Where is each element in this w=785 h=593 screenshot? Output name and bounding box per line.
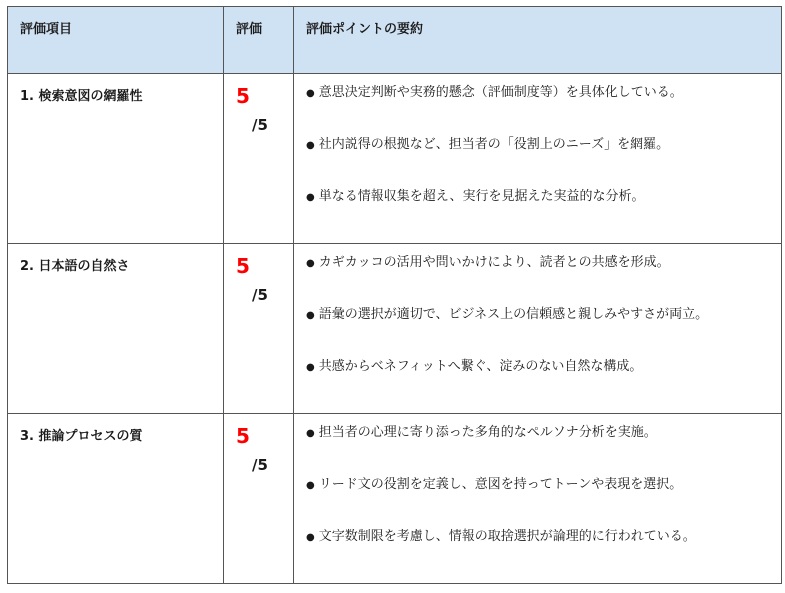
point-text: 意思決定判断や実務的懸念（評価制度等）を具体化している。 [318,85,683,100]
bullet-icon: ● [306,258,315,269]
score-max: /5 [252,286,268,304]
point-text: 語彙の選択が適切で、ビジネス上の信頼感と親しみやすさが両立。 [318,307,709,322]
point-text: 社内説得の根拠など、担当者の「役割上のニーズ」を網羅。 [318,137,670,152]
score-cell [224,244,294,414]
criterion-cell: 2. 日本語の自然さ [8,244,224,414]
summary-cell [294,244,782,414]
summary-cell [294,414,782,584]
header-score: 評価 [224,7,294,74]
table-row [8,244,782,414]
bullet-icon: ● [306,362,315,373]
list-item [306,359,781,411]
score-value: 5 [236,424,250,448]
list-item [306,137,781,189]
list-item [306,85,781,137]
score-cell [224,414,294,584]
list-item [306,425,781,477]
point-text: 文字数制限を考慮し、情報の取捨選択が論理的に行われている。 [318,529,696,544]
score-max: /5 [252,116,268,134]
header-item: 評価項目 [8,7,224,74]
criterion-cell: 3. 推論プロセスの質 [8,414,224,584]
bullet-icon: ● [306,192,315,203]
bullet-icon: ● [306,140,315,151]
point-text: 共感からベネフィットへ繋ぐ、淀みのない自然な構成。 [318,359,643,374]
list-item [306,255,781,307]
header-row [8,7,782,74]
score-value: 5 [236,84,250,108]
score-value: 5 [236,254,250,278]
bullet-icon: ● [306,428,315,439]
evaluation-table [7,6,782,584]
list-item [306,529,781,581]
point-list [306,255,781,411]
list-item [306,307,781,359]
bullet-icon: ● [306,532,315,543]
point-text: カギカッコの活用や問いかけにより、読者との共感を形成。 [318,255,670,270]
point-text: 単なる情報収集を超え、実行を見据えた実益的な分析。 [318,189,645,204]
list-item [306,477,781,529]
point-list [306,425,781,581]
score-cell [224,74,294,244]
table-row [8,74,782,244]
bullet-icon: ● [306,310,315,321]
bullet-icon: ● [306,480,315,491]
point-text: 担当者の心理に寄り添った多角的なペルソナ分析を実施。 [318,425,657,440]
list-item [306,189,781,241]
score-max: /5 [252,456,268,474]
header-summary: 評価ポイントの要約 [294,7,782,74]
point-text: リード文の役割を定義し、意図を持ってトーンや表現を選択。 [318,477,683,492]
criterion-cell: 1. 検索意図の網羅性 [8,74,224,244]
bullet-icon: ● [306,88,315,99]
summary-cell [294,74,782,244]
table-row [8,414,782,584]
point-list [306,85,781,241]
